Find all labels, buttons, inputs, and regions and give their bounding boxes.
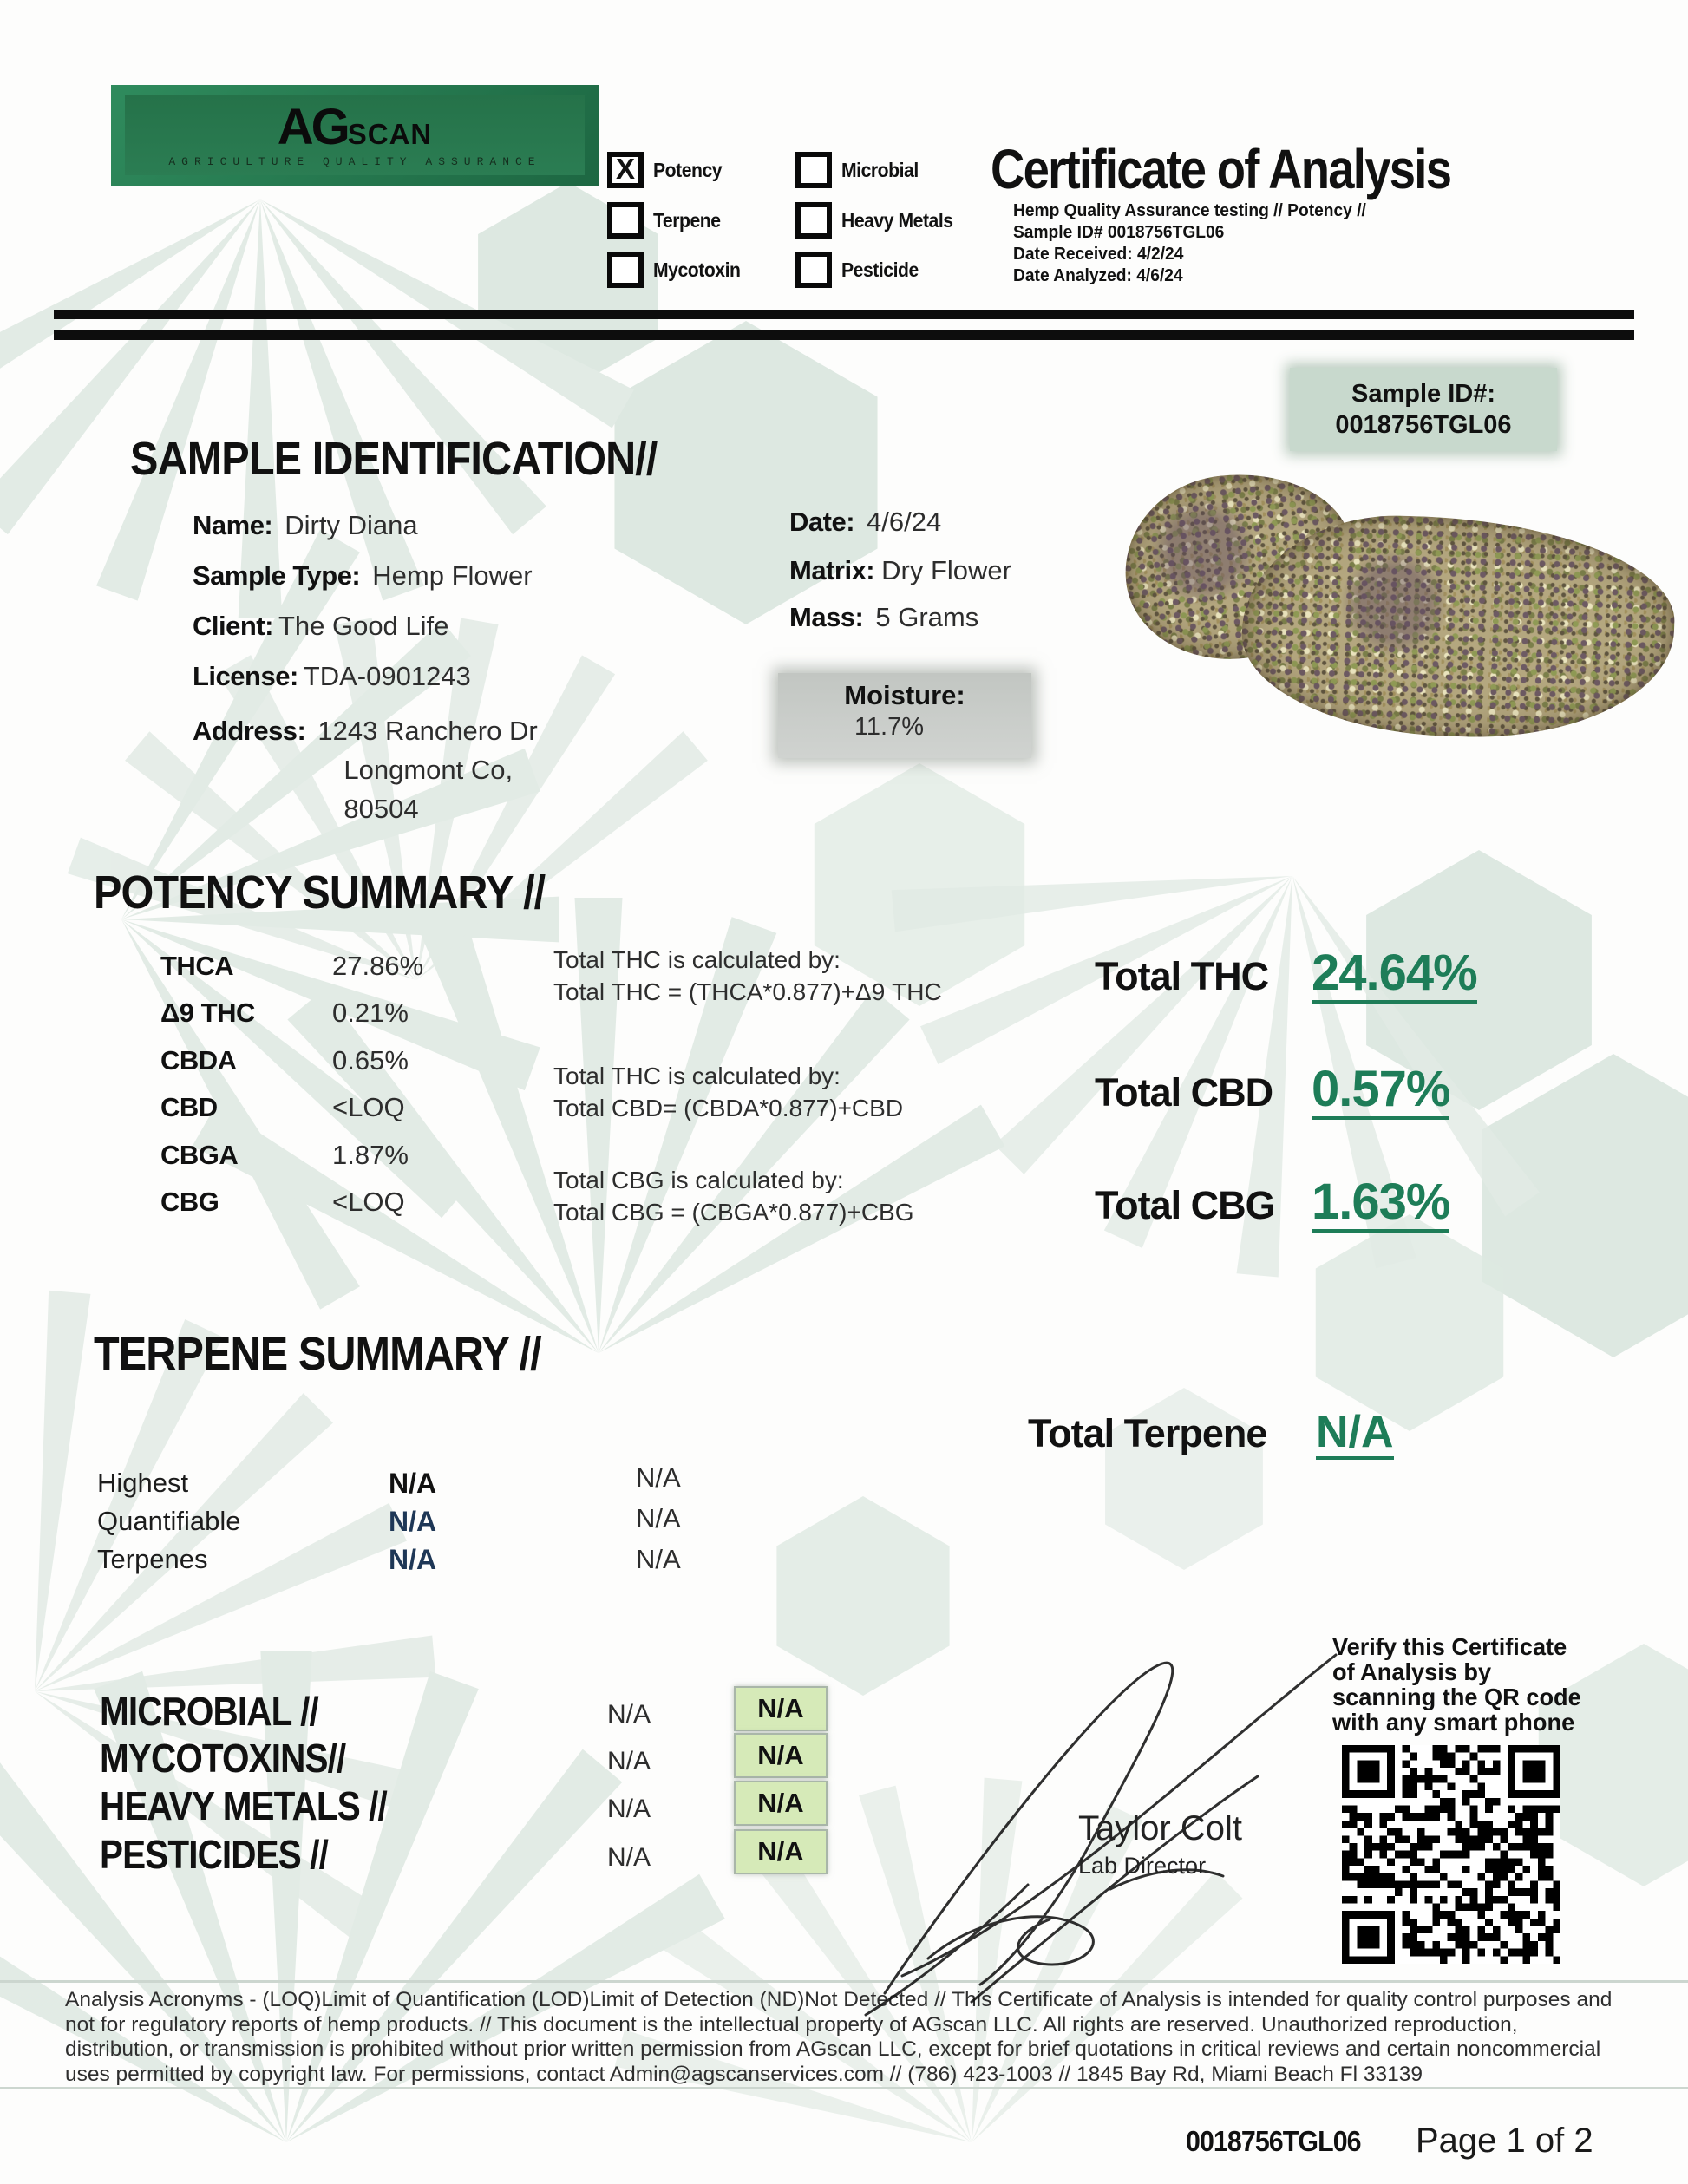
- field-sample-type: [193, 560, 533, 592]
- total-thc-value: 24.64%: [1312, 947, 1477, 1004]
- heavy-metals-heading: HEAVY METALS //: [100, 1783, 387, 1828]
- checkbox-pesticide: [795, 252, 926, 288]
- agscan-logo-wordmark: [277, 99, 433, 155]
- field-mass-label: Mass:: [789, 602, 864, 632]
- sample-id-box: [1290, 368, 1557, 451]
- analyte-row-thca: [160, 951, 423, 982]
- field-mass: [789, 602, 978, 633]
- analyte-value: 0.65%: [332, 1045, 409, 1076]
- logo-tagline: AGRICULTURE QUALITY ASSURANCE: [168, 155, 541, 168]
- terpene-light-value-1: N/A: [636, 1462, 681, 1493]
- checkbox-terpene-label: Terpene: [653, 208, 721, 232]
- checkbox-heavy-metals: [795, 202, 963, 239]
- agscan-logo: [111, 85, 599, 186]
- analyte-value: <LOQ: [332, 1187, 405, 1217]
- total-terpene-value: N/A: [1316, 1409, 1394, 1460]
- checkbox-microbial-box: [795, 152, 832, 188]
- agscan-logo-inner: [125, 95, 585, 175]
- field-name-label: Name:: [193, 510, 273, 540]
- analyte-value: 0.21%: [332, 997, 409, 1028]
- formula-total-cbg: [553, 1164, 914, 1228]
- checkbox-potency: [607, 152, 728, 188]
- analyte-name: Δ9 THC: [160, 997, 255, 1028]
- analyte-name: CBGA: [160, 1140, 239, 1170]
- field-matrix-value: Dry Flower: [881, 555, 1011, 585]
- subtitle-line-date-analyzed: Date Analyzed: 4/6/24: [1013, 266, 1183, 285]
- logo-brand-sub: SCAN: [347, 118, 433, 150]
- mycotoxins-heading: MYCOTOXINS//: [100, 1736, 346, 1781]
- moisture-label: Moisture:: [844, 680, 965, 710]
- logo-brand-main: AG: [277, 99, 348, 155]
- field-matrix: [789, 555, 1011, 586]
- formula-line: Total CBD= (CBDA*0.877)+CBD: [553, 1095, 904, 1121]
- analyte-row-cbg: [160, 1187, 405, 1218]
- formula-total-thc: [553, 944, 942, 1008]
- total-terpene-row: [1028, 1409, 1394, 1460]
- field-name-value: Dirty Diana: [285, 510, 418, 540]
- sample-id-box-value: 0018756TGL06: [1335, 411, 1512, 439]
- analyte-name: CBG: [160, 1187, 219, 1217]
- checkbox-pesticide-label: Pesticide: [841, 258, 919, 281]
- subtitle-line-date-received: Date Received: 4/2/24: [1013, 245, 1184, 264]
- checkbox-heavy-metals-box: [795, 202, 832, 239]
- signer-title: Lab Director: [1078, 1853, 1207, 1879]
- checkbox-terpene: [607, 202, 726, 239]
- header-divider-bottom: [54, 330, 1634, 340]
- address-line-2: Longmont Co,: [343, 755, 514, 785]
- total-cbg-value: 1.63%: [1312, 1176, 1449, 1233]
- qr-caption: [1332, 1634, 1581, 1735]
- analyte-value: <LOQ: [332, 1092, 405, 1122]
- mycotoxins-value: N/A: [607, 1747, 651, 1775]
- terpene-label-line-1: Highest: [97, 1468, 189, 1498]
- formula-intro: Total THC is calculated by:: [553, 1063, 841, 1089]
- field-date-label: Date:: [789, 507, 855, 537]
- mycotoxins-result-badge: N/A: [734, 1733, 828, 1778]
- address-line-3: 80504: [343, 794, 419, 824]
- footer-page-number: Page 1 of 2: [1416, 2122, 1593, 2160]
- analyte-value: 27.86%: [332, 951, 424, 981]
- field-license: [193, 661, 471, 692]
- certificate-subtitle: [1013, 200, 1366, 287]
- footer-disclaimer: Analysis Acronyms - (LOQ)Limit of Quantification (LOD)Limit of Detection (ND)Not Detected // This Certificate of Analysis is intended for quality control purposes and not for regulatory reports of hemp products. // This document is the intellectual property of AGscan LLC. All rights are reserved. Unauthorized reproduction, distribution, or transmission is prohibited without prior written permission from AGscan LLC, except for brief quotations in critical reviews and certain noncommercial uses permitted by copyright law. For permissions, contact Admin@agscanservices.com // (786) 423-1003 // 1845 Bay Rd, Miami Beach Fl 33139: [65, 1988, 1613, 2086]
- qr-caption-line-3: scanning the QR code: [1332, 1684, 1581, 1710]
- formula-intro: Total THC is calculated by:: [553, 946, 841, 973]
- total-thc-label: Total THC: [1095, 954, 1269, 998]
- terpene-bold-value-2: N/A: [389, 1506, 437, 1537]
- address-line-1: 1243 Ranchero Dr: [317, 716, 538, 746]
- checkbox-mycotoxin-label: Mycotoxin: [653, 258, 741, 281]
- formula-line: Total THC = (THCA*0.877)+Δ9 THC: [553, 978, 942, 1005]
- checkbox-potency-label: Potency: [653, 158, 723, 181]
- analyte-value: 1.87%: [332, 1140, 409, 1170]
- analyte-name: THCA: [160, 951, 234, 981]
- footer-rule-bottom: [0, 2087, 1688, 2089]
- analyte-row-cbga: [160, 1140, 409, 1171]
- field-license-label: License:: [193, 661, 298, 691]
- pesticides-result-badge: N/A: [734, 1829, 828, 1874]
- total-cbg-label: Total CBG: [1095, 1183, 1275, 1227]
- total-thc-row: [1095, 947, 1477, 1004]
- qr-caption-line-2: of Analysis by: [1332, 1658, 1492, 1685]
- terpene-summary-heading: TERPENE SUMMARY //: [94, 1328, 541, 1380]
- verification-qr-code: [1342, 1745, 1560, 1964]
- pesticides-value: N/A: [607, 1843, 651, 1872]
- terpene-label-line-2: Quantifiable: [97, 1506, 241, 1536]
- signer-name: Taylor Colt: [1078, 1809, 1242, 1847]
- analyte-name: CBD: [160, 1092, 218, 1122]
- field-address: [193, 711, 538, 828]
- checkbox-microbial-label: Microbial: [841, 158, 919, 181]
- total-cbg-row: [1095, 1176, 1449, 1233]
- field-date-value: 4/6/24: [867, 507, 942, 537]
- field-sample-type-value: Hemp Flower: [372, 560, 533, 591]
- checkbox-mycotoxin: [607, 252, 748, 288]
- sample-identification-heading: SAMPLE IDENTIFICATION//: [130, 433, 658, 485]
- field-mass-value: 5 Grams: [875, 602, 979, 632]
- checkbox-heavy-metals-label: Heavy Metals: [841, 208, 953, 232]
- microbial-heading: MICROBIAL //: [100, 1689, 318, 1734]
- terpene-values-light: [636, 1457, 681, 1579]
- total-terpene-label: Total Terpene: [1028, 1411, 1267, 1455]
- moisture-value: 11.7%: [854, 713, 925, 741]
- qr-caption-line-1: Verify this Certificate: [1332, 1633, 1567, 1660]
- field-client: [193, 611, 448, 642]
- formula-line: Total CBG = (CBGA*0.877)+CBG: [553, 1199, 914, 1226]
- potency-summary-heading: POTENCY SUMMARY //: [94, 866, 546, 919]
- heavy-metals-value: N/A: [607, 1795, 651, 1823]
- terpene-label-line-3: Terpenes: [97, 1544, 208, 1574]
- microbial-value: N/A: [607, 1700, 651, 1729]
- microbial-result-badge: N/A: [734, 1686, 828, 1731]
- analyte-row-cbda: [160, 1045, 409, 1076]
- moisture-box: [778, 673, 1031, 758]
- subtitle-line-sample-id: Sample ID# 0018756TGL06: [1013, 223, 1225, 242]
- sample-id-box-label: Sample ID#:: [1351, 380, 1495, 408]
- field-license-value: TDA-0901243: [303, 661, 471, 691]
- terpene-bold-value-1: N/A: [389, 1468, 437, 1499]
- total-cbd-value: 0.57%: [1312, 1063, 1449, 1120]
- checkbox-terpene-box: [607, 202, 644, 239]
- terpene-values-bold: [389, 1464, 436, 1579]
- terpene-light-value-3: N/A: [636, 1544, 681, 1574]
- field-matrix-label: Matrix:: [789, 555, 875, 585]
- field-date: [789, 507, 941, 538]
- analyte-row-cbd: [160, 1092, 405, 1123]
- field-client-value: The Good Life: [278, 611, 449, 641]
- qr-caption-line-4: with any smart phone: [1332, 1709, 1575, 1736]
- field-address-label: Address:: [193, 716, 306, 746]
- total-cbd-row: [1095, 1063, 1449, 1120]
- certificate-title: Certificate of Analysis: [991, 138, 1451, 200]
- formula-total-cbd: [553, 1060, 903, 1124]
- subtitle-line-testing: Hemp Quality Assurance testing // Potency //: [1013, 201, 1366, 220]
- field-name: [193, 510, 418, 541]
- footer-rule-top: [0, 1980, 1688, 1983]
- checkbox-mycotoxin-box: [607, 252, 644, 288]
- checkbox-microbial: [795, 152, 925, 188]
- pesticides-heading: PESTICIDES //: [100, 1832, 328, 1877]
- field-sample-type-label: Sample Type:: [193, 560, 361, 591]
- footer-sample-id: 0018756TGL06: [1186, 2125, 1361, 2157]
- analyte-row-d9thc: [160, 997, 409, 1029]
- checkbox-potency-box: [607, 152, 644, 188]
- terpene-row-label: [97, 1464, 240, 1579]
- terpene-bold-value-3: N/A: [389, 1544, 437, 1575]
- total-cbd-label: Total CBD: [1095, 1070, 1273, 1115]
- field-address-value: [317, 711, 537, 828]
- checkbox-pesticide-box: [795, 252, 832, 288]
- field-client-label: Client:: [193, 611, 273, 641]
- heavy-metals-result-badge: N/A: [734, 1781, 828, 1826]
- checkbox-x-mark: X: [615, 153, 635, 185]
- formula-intro: Total CBG is calculated by:: [553, 1167, 844, 1193]
- header-divider-top: [54, 310, 1634, 319]
- terpene-light-value-2: N/A: [636, 1503, 681, 1533]
- analyte-name: CBDA: [160, 1045, 237, 1076]
